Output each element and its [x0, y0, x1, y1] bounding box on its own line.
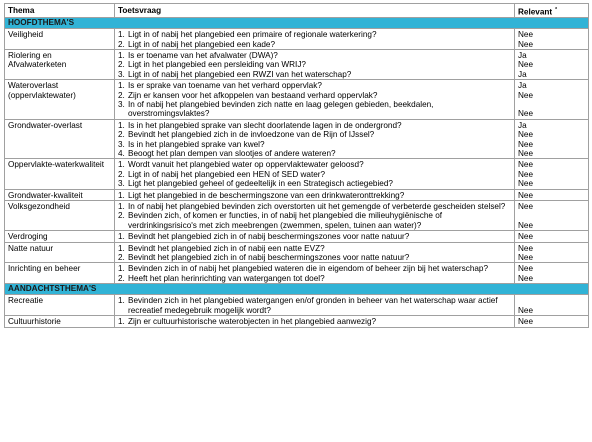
question-number: 2.: [118, 39, 125, 49]
question-number: 1.: [118, 50, 125, 60]
question-item: [118, 253, 511, 262]
relevant-answer: Nee: [518, 160, 534, 170]
question-number: 1.: [118, 232, 125, 242]
table-row: [5, 159, 589, 189]
question-text: Bevindt het plangebied zich in of nabij een natte EVZ?: [128, 243, 325, 253]
question-text: Bevindt het plangebied zich in de invloedzone van de Rijn of IJssel?: [128, 130, 375, 140]
relevant-answer: Nee: [518, 190, 534, 200]
relevant-answer: Nee: [518, 169, 534, 179]
header-row: [5, 4, 589, 18]
toetsvraag-cell: [115, 231, 515, 242]
table-row: [5, 119, 589, 159]
thema-cell: Cultuurhistorie: [5, 316, 115, 327]
toetsvraag-cell: [115, 49, 515, 79]
thema-cell: Recreatie: [5, 295, 115, 316]
section-title: AANDACHTSTHEMA'S: [5, 284, 589, 295]
table-row: [5, 316, 589, 327]
question-number: 1.: [118, 30, 125, 40]
toetsvraag-cell: [115, 29, 515, 50]
question-text: In of nabij het plangebied bevinden zich overstorten uit het gemengde of verbeterde gescheiden stelsel?: [128, 202, 506, 212]
question-text: Zijn er cultuurhistorische waterobjecten in het plangebied aanwezig?: [128, 317, 377, 327]
table-row: [5, 189, 589, 200]
toetsvraag-cell: [115, 201, 515, 231]
relevant-cell: [515, 231, 589, 242]
question-number: 1.: [118, 296, 125, 306]
question-number: 1.: [118, 190, 125, 200]
question-item: [118, 264, 511, 273]
toetsvraag-cell: [115, 295, 515, 316]
question-text: Ligt het plangebied in de beschermingszone van een drinkwateronttrekking?: [128, 190, 405, 200]
relevant-answer: Ja: [518, 69, 527, 79]
question-number: 3.: [118, 99, 125, 109]
table-row: [5, 29, 589, 50]
relevant-answer: Nee: [518, 30, 534, 40]
question-number: 2.: [118, 130, 125, 140]
relevant-cell: [515, 316, 589, 327]
table-body: [5, 18, 589, 327]
relevant-answer: Nee: [518, 109, 534, 119]
question-item: [118, 60, 511, 69]
question-item: [118, 130, 511, 139]
thema-cell: Grondwater-kwaliteit: [5, 189, 115, 200]
table-row: [5, 231, 589, 242]
question-text: Is in het plangebied sprake van slecht doorlatende lagen in de ondergrond?: [128, 120, 402, 130]
question-number: 2.: [118, 211, 125, 221]
question-text: Is in het plangebied sprake van kwel?: [128, 139, 265, 149]
relevant-cell: [515, 80, 589, 120]
section-row: [5, 18, 589, 29]
question-item: [118, 170, 511, 179]
relevant-answer: Nee: [518, 317, 534, 327]
toetsvraag-cell: [115, 316, 515, 327]
question-item: [118, 51, 511, 60]
header-relevant-label: Relevant: [518, 7, 553, 17]
relevant-answer: Nee: [518, 90, 534, 100]
question-text: Zijn er kansen voor het afkoppelen van bestaand verhard oppervlak?: [128, 90, 378, 100]
question-text: Ligt het plangebied geheel of gedeeltelijk in een Strategisch actiegebied?: [128, 179, 393, 189]
toetsvraag-cell: [115, 80, 515, 120]
question-text: Bevindt het plangebied zich in of nabij beschermingszones voor natte natuur?: [128, 232, 410, 242]
toetsvraag-cell: [115, 159, 515, 189]
relevant-answer: Nee: [518, 39, 534, 49]
header-relevant: [515, 4, 589, 18]
relevant-cell: [515, 263, 589, 284]
relevant-answer: Nee: [518, 139, 534, 149]
question-item: [118, 296, 511, 315]
section-row: [5, 284, 589, 295]
question-text: Ligt in het plangebied een persleiding van WRIJ?: [128, 60, 306, 70]
question-item: [118, 274, 511, 283]
relevant-answer: Nee: [518, 130, 534, 140]
table-row: [5, 242, 589, 263]
relevant-cell: [515, 295, 589, 316]
relevant-cell: [515, 242, 589, 263]
question-number: 1.: [118, 264, 125, 274]
relevant-answer: Nee: [518, 202, 534, 212]
relevant-answer: Ja: [518, 50, 527, 60]
header-relevant-mark: *: [555, 7, 558, 13]
question-item: [118, 191, 511, 200]
thema-cell: Grondwater-overlast: [5, 119, 115, 159]
relevant-answer: Nee: [518, 220, 534, 230]
question-text: Bevindt het plangebied zich in of nabij beschermingszones voor natte natuur?: [128, 253, 410, 263]
question-item: [118, 149, 511, 158]
question-item: [118, 202, 511, 211]
question-number: 2.: [118, 90, 125, 100]
question-number: 3.: [118, 69, 125, 79]
question-number: 1.: [118, 81, 125, 91]
water-toets-table: [4, 3, 589, 328]
question-item: [118, 30, 511, 39]
question-text: Wordt vanuit het plangebied water op oppervlaktewater geloosd?: [128, 160, 364, 170]
relevant-answer: Nee: [518, 243, 534, 253]
relevant-cell: [515, 29, 589, 50]
relevant-answer: Ja: [518, 120, 527, 130]
relevant-answer: Ja: [518, 81, 527, 91]
thema-cell: Volksgezondheid: [5, 201, 115, 231]
toets-table-wrapper: [4, 3, 588, 328]
table-row: [5, 201, 589, 231]
question-item: [118, 91, 511, 100]
question-number: 3.: [118, 139, 125, 149]
question-item: [118, 160, 511, 169]
toetsvraag-cell: [115, 119, 515, 159]
question-item: [118, 140, 511, 149]
question-number: 2.: [118, 60, 125, 70]
toetsvraag-cell: [115, 263, 515, 284]
question-number: 1.: [118, 243, 125, 253]
thema-cell: Natte natuur: [5, 242, 115, 263]
thema-cell: Veiligheid: [5, 29, 115, 50]
relevant-answer: Nee: [518, 60, 534, 70]
relevant-cell: [515, 159, 589, 189]
question-item: [118, 121, 511, 130]
relevant-answer: Nee: [518, 253, 534, 263]
toetsvraag-cell: [115, 242, 515, 263]
table-row: [5, 295, 589, 316]
thema-cell: Wateroverlast (oppervlaktewater): [5, 80, 115, 120]
thema-cell: Verdroging: [5, 231, 115, 242]
thema-cell: Riolering en Afvalwaterketen: [5, 49, 115, 79]
question-item: [118, 70, 511, 79]
question-text: Is er sprake van toename van het verhard oppervlak?: [128, 81, 322, 91]
question-text: Ligt in of nabij het plangebied een RWZI van het waterschap?: [128, 69, 352, 79]
question-item: [118, 211, 511, 230]
question-text: Beoogt het plan dempen van slootjes of andere wateren?: [128, 149, 336, 159]
question-text: Bevinden zich in het plangebied watergangen en/of gronden in beheer van het waterschap waar actief recreatief medegebruik mogelijk wordt?: [128, 296, 498, 315]
question-item: [118, 40, 511, 49]
question-number: 1.: [118, 202, 125, 212]
toetsvraag-cell: [115, 189, 515, 200]
question-item: [118, 179, 511, 188]
question-item: [118, 100, 511, 119]
relevant-answer: Nee: [518, 305, 534, 315]
relevant-answer: Nee: [518, 149, 534, 159]
relevant-cell: [515, 189, 589, 200]
table-row: [5, 80, 589, 120]
header-thema: Thema: [5, 4, 115, 18]
question-text: In of nabij het plangebied bevinden zich natte en laag gelegen gebieden, beekdalen, overstromingsvlaktes?: [128, 99, 434, 119]
question-number: 2.: [118, 169, 125, 179]
relevant-cell: [515, 119, 589, 159]
table-row: [5, 49, 589, 79]
question-text: Heeft het plan herinrichting van watergangen tot doel?: [128, 273, 325, 283]
question-text: Bevinden zich in of nabij het plangebied wateren die in eigendom of beheer zijn bij het waterschap?: [128, 264, 489, 274]
question-number: 2.: [118, 253, 125, 263]
question-number: 4.: [118, 149, 125, 159]
question-number: 1.: [118, 160, 125, 170]
question-number: 1.: [118, 120, 125, 130]
relevant-cell: [515, 201, 589, 231]
question-number: 1.: [118, 317, 125, 327]
relevant-answer: Nee: [518, 232, 534, 242]
thema-cell: Inrichting en beheer: [5, 263, 115, 284]
question-item: [118, 232, 511, 241]
question-number: 3.: [118, 179, 125, 189]
relevant-answer: Nee: [518, 179, 534, 189]
question-item: [118, 317, 511, 326]
question-number: 2.: [118, 273, 125, 283]
question-text: Ligt in of nabij het plangebied een primaire of regionale waterkering?: [128, 30, 377, 40]
relevant-cell: [515, 49, 589, 79]
relevant-answer: Nee: [518, 264, 534, 274]
table-row: [5, 263, 589, 284]
question-text: Ligt in of nabij het plangebied een kade?: [128, 39, 276, 49]
question-text: Bevinden zich, of komen er functies, in of nabij het plangebied die milieuhygiënische of verdrinkingsrisico's met zich meebrengen (zwemmen, spelen, tuinen aan water)?: [128, 211, 443, 230]
section-title: HOOFDTHEMA'S: [5, 18, 589, 29]
question-text: Ligt in of nabij het plangebied een HEN of SED water?: [128, 169, 326, 179]
header-toetsvraag: Toetsvraag: [115, 4, 515, 18]
relevant-answer: Nee: [518, 273, 534, 283]
question-item: [118, 244, 511, 253]
question-text: Is er toename van het afvalwater (DWA)?: [128, 50, 278, 60]
question-item: [118, 81, 511, 90]
thema-cell: Oppervlakte-waterkwaliteit: [5, 159, 115, 189]
